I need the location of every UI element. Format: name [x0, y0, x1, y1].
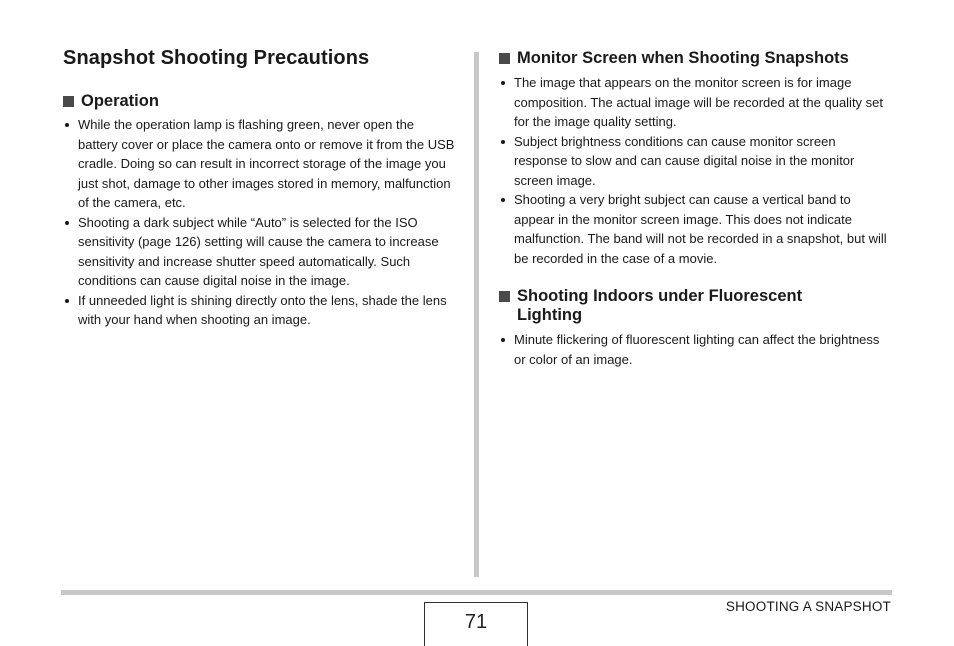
square-bullet-icon — [499, 291, 510, 302]
section-heading-monitor-screen — [499, 49, 849, 68]
section-heading-fluorescent — [499, 287, 829, 325]
page-number: 71 — [424, 602, 528, 646]
list-item: If unneeded light is shining directly onto the lens, shade the lens with your hand when shooting an image. — [63, 291, 455, 330]
square-bullet-icon — [63, 96, 74, 107]
section-heading-text: Shooting Indoors under Fluorescent Lighting — [517, 287, 803, 324]
section-heading-operation — [63, 92, 159, 111]
list-item: Shooting a very bright subject can cause a vertical band to appear in the monitor screen image. This does not indicate malfunction. The band will not be recorded in a snapshot, but will be recorded in the case of a movie. — [499, 190, 891, 268]
section-heading-text: Monitor Screen when Shooting Snapshots — [517, 49, 849, 67]
chapter-label: SHOOTING A SNAPSHOT — [725, 599, 891, 614]
section-heading-text: Operation — [81, 92, 159, 110]
fluorescent-bullet-list — [499, 330, 891, 369]
square-bullet-icon — [499, 53, 510, 64]
page-title: Snapshot Shooting Precautions — [63, 47, 370, 69]
list-item: The image that appears on the monitor screen is for image composition. The actual image will be recorded at the quality set for the image quality setting. — [499, 73, 891, 132]
list-item: Shooting a dark subject while “Auto” is selected for the ISO sensitivity (page 126) setting will cause the camera to increase sensitivity and increase shutter speed automatically. Such conditions can cause digital noise in the image. — [63, 213, 455, 291]
list-item: While the operation lamp is flashing green, never open the battery cover or place the camera onto or remove it from the USB cradle. Doing so can result in incorrect storage of the image you just shot, damage to other images stored in memory, malfunction of the camera, etc. — [63, 115, 455, 213]
monitor-screen-bullet-list — [499, 73, 891, 268]
list-item: Subject brightness conditions can cause monitor screen response to slow and can cause digital noise in the monitor screen image. — [499, 132, 891, 191]
column-divider — [474, 52, 479, 577]
operation-bullet-list — [63, 115, 455, 330]
footer-divider — [61, 590, 892, 595]
list-item: Minute flickering of fluorescent lighting can affect the brightness or color of an image. — [499, 330, 891, 369]
